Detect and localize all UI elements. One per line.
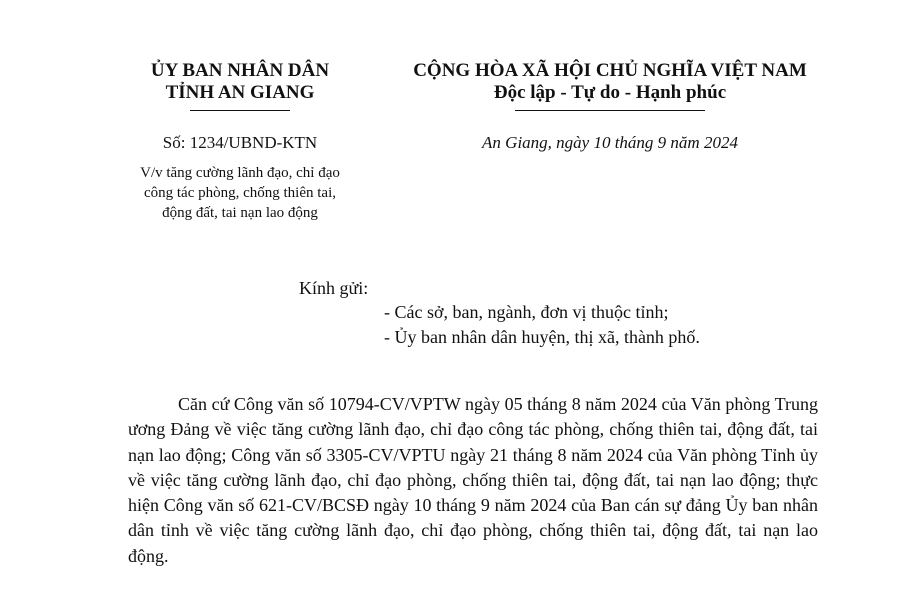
body-paragraph: Căn cứ Công văn số 10794-CV/VPTW ngày 05 tháng 8 năm 2024 của Văn phòng Trung ương Đảng về việc tăng cường lãnh đạo, chỉ đạo công tác phòng, chống thiên tai, động đất, tai nạn lao động; Công văn số 3305-CV/VPTU ngày 21 tháng 8 năm 2024 của Văn phòng Tỉnh ủy về việc tăng cường lãnh đạo, chỉ đạo phòng, chống thiên tai, động đất, tai nạn lao động; thực hiện Công văn số 621-CV/BCSĐ ngày 10 tháng 9 năm 2024 của Ban cán sự đảng Ủy ban nhân dân tỉnh về việc tăng cường lãnh đạo, chỉ đạo phòng, chống thiên tai, động đất, tai nạn lao động.	[128, 394, 818, 566]
national-motto: Độc lập - Tự do - Hạnh phúc	[493, 82, 727, 103]
subject-line: động đất, tai nạn lao động	[162, 205, 318, 221]
motto-underline	[515, 110, 705, 111]
authority-underline	[190, 110, 290, 111]
document-number: Số: 1234/UBND-KTN	[162, 133, 318, 152]
recipient-list	[384, 300, 700, 350]
subject-line: công tác phòng, chống thiên tai,	[143, 185, 337, 201]
subject-line: V/v tăng cường lãnh đạo, chỉ đạo	[140, 165, 340, 181]
recipient-item: - Ủy ban nhân dân huyện, thị xã, thành phố.	[384, 327, 700, 347]
document-subject	[105, 163, 375, 223]
issuing-authority	[105, 60, 375, 111]
document-date: An Giang, ngày 10 tháng 9 năm 2024	[482, 133, 738, 152]
authority-line-1: ỦY BAN NHÂN DÂN	[150, 60, 330, 81]
recipient-item: - Các sở, ban, ngành, đơn vị thuộc tỉnh;	[384, 302, 669, 322]
national-title-line-1: CỘNG HÒA XÃ HỘI CHỦ NGHĨA VIỆT NAM	[413, 60, 807, 81]
greeting: Kính gửi:	[299, 278, 369, 298]
national-title	[390, 60, 830, 111]
authority-line-2: TỈNH AN GIANG	[165, 82, 315, 103]
